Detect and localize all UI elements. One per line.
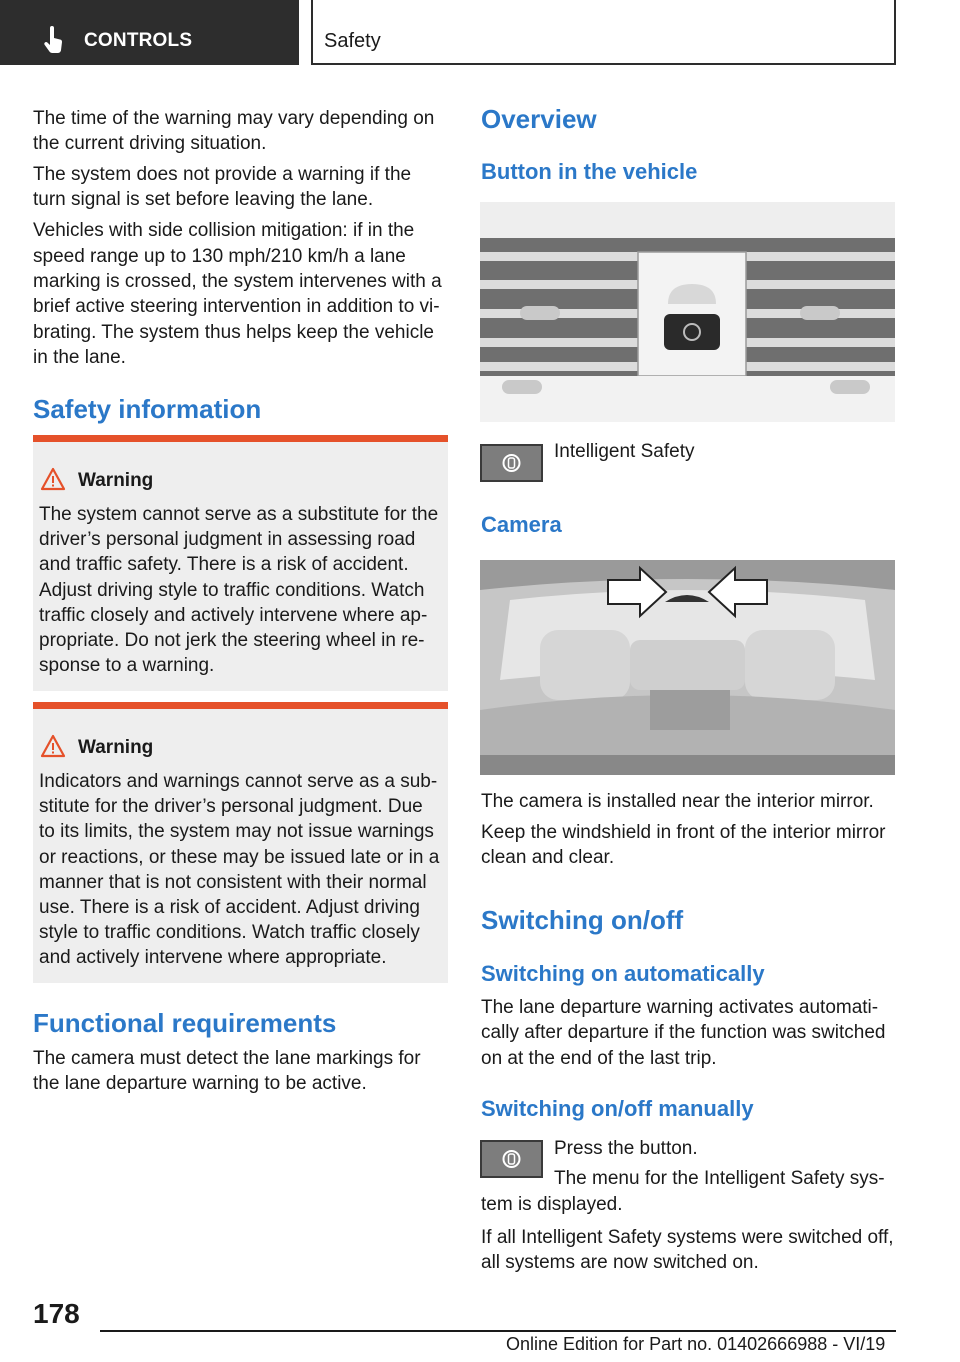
warning-line: use. There is a risk of accident. Adjust driving — [39, 897, 420, 919]
page-number: 178 — [33, 1298, 80, 1329]
warning-line: stitute for the driver’s personal judgment. Due — [39, 796, 423, 818]
warning-triangle-icon — [40, 467, 66, 491]
intro-line: The system does not provide a warning if the — [33, 164, 412, 185]
warning-text — [39, 502, 444, 678]
warning-line: or reactions, or these may be issued late or in a — [39, 846, 440, 868]
manual-line: Press the button. — [554, 1138, 698, 1159]
manual-line: all systems are now switched on. — [481, 1252, 759, 1273]
intelligent-safety-button-icon — [480, 1140, 543, 1178]
intro-line: Vehicles with side collision mitigation: if in the — [33, 220, 415, 241]
camera-heading: Camera — [481, 512, 562, 537]
intro-line: marking is crossed, the system intervenes with a — [33, 271, 442, 292]
camera-line: Keep the windshield in front of the interior mirror — [481, 822, 886, 843]
camera-illustration-graphic — [480, 560, 895, 775]
warning-line: style to traffic conditions. Watch traffic closely — [39, 922, 420, 944]
warning-triangle-icon — [40, 734, 66, 758]
warning-line: propriate. Do not jerk the steering wheel in re‐ — [39, 630, 425, 652]
intro-line: The time of the warning may vary depending on — [33, 108, 435, 129]
warning-title: Warning — [78, 737, 154, 758]
footer-divider — [100, 1330, 896, 1332]
intro-line: turn signal is set before leaving the lane. — [33, 189, 374, 210]
warning-line: and traffic safety. There is a risk of accident. — [39, 554, 409, 576]
button-caption: Intelligent Safety — [554, 441, 695, 462]
camera-interior-illustration — [480, 560, 895, 775]
warning-line: driver’s personal judgment in assessing road — [39, 529, 416, 551]
section-label: CONTROLS — [84, 30, 193, 51]
intro-line: brief active steering intervention in addition to vi‐ — [33, 296, 440, 317]
page-title: Safety — [324, 30, 381, 52]
camera-line: clean and clear. — [481, 847, 615, 868]
warning-title: Warning — [78, 470, 154, 491]
switching-auto-heading: Switching on automatically — [481, 961, 765, 986]
safety-information-heading: Safety information — [33, 394, 262, 424]
warning-text — [39, 769, 444, 971]
intro-line: in the lane. — [33, 347, 126, 368]
page-title-frame — [311, 0, 896, 65]
intro-line: brating. The system thus helps keep the vehicle — [33, 322, 434, 343]
warning-line: Adjust driving style to traffic conditions. Watch — [39, 579, 425, 601]
hand-pointer-icon — [44, 26, 64, 54]
switching-heading: Switching on/off — [481, 905, 684, 935]
functional-line: the lane departure warning to be active. — [33, 1073, 367, 1094]
warning-line: The system cannot serve as a substitute for the — [39, 504, 439, 525]
switching-manual-heading: Switching on/off manually — [481, 1096, 754, 1121]
warning-line: Indicators and warnings cannot serve as a sub‐ — [39, 771, 438, 792]
intelligent-safety-icon — [482, 1142, 541, 1176]
warning-line: manner that is not consistent with their normal — [39, 871, 427, 893]
warning-box — [33, 435, 448, 691]
vent-illustration-graphic — [480, 202, 895, 422]
auto-line: cally after departure if the function was switched — [481, 1022, 886, 1043]
manual-line: tem is displayed. — [481, 1194, 623, 1215]
warning-line: traffic closely and actively intervene where ap‐ — [39, 604, 428, 626]
functional-line: The camera must detect the lane markings for — [33, 1048, 421, 1069]
warning-line: to its limits, the system may not issue warnings — [39, 821, 434, 843]
edition-text: Online Edition for Part no. 01402666988 - VI/19 — [506, 1334, 886, 1354]
auto-line: on at the end of the last trip. — [481, 1048, 717, 1069]
warning-line: sponse to a warning. — [39, 655, 215, 677]
intro-line: speed range up to 130 mph/210 km/h a lane — [33, 246, 406, 267]
intro-line: the current driving situation. — [33, 133, 267, 154]
vent-button-illustration — [480, 202, 895, 422]
manual-line: The menu for the Intelligent Safety sys‐ — [554, 1168, 885, 1189]
functional-requirements-heading: Functional requirements — [33, 1008, 337, 1038]
auto-line: The lane departure warning activates automati‐ — [481, 997, 879, 1018]
overview-heading: Overview — [481, 104, 597, 134]
intelligent-safety-icon — [482, 446, 541, 480]
warning-box — [33, 702, 448, 983]
warning-line: and actively intervene where appropriate. — [39, 947, 387, 969]
intelligent-safety-button-icon — [480, 444, 543, 482]
button-in-vehicle-heading: Button in the vehicle — [481, 159, 698, 184]
manual-line: If all Intelligent Safety systems were switched off, — [481, 1227, 894, 1248]
camera-line: The camera is installed near the interior mirror. — [481, 791, 874, 812]
